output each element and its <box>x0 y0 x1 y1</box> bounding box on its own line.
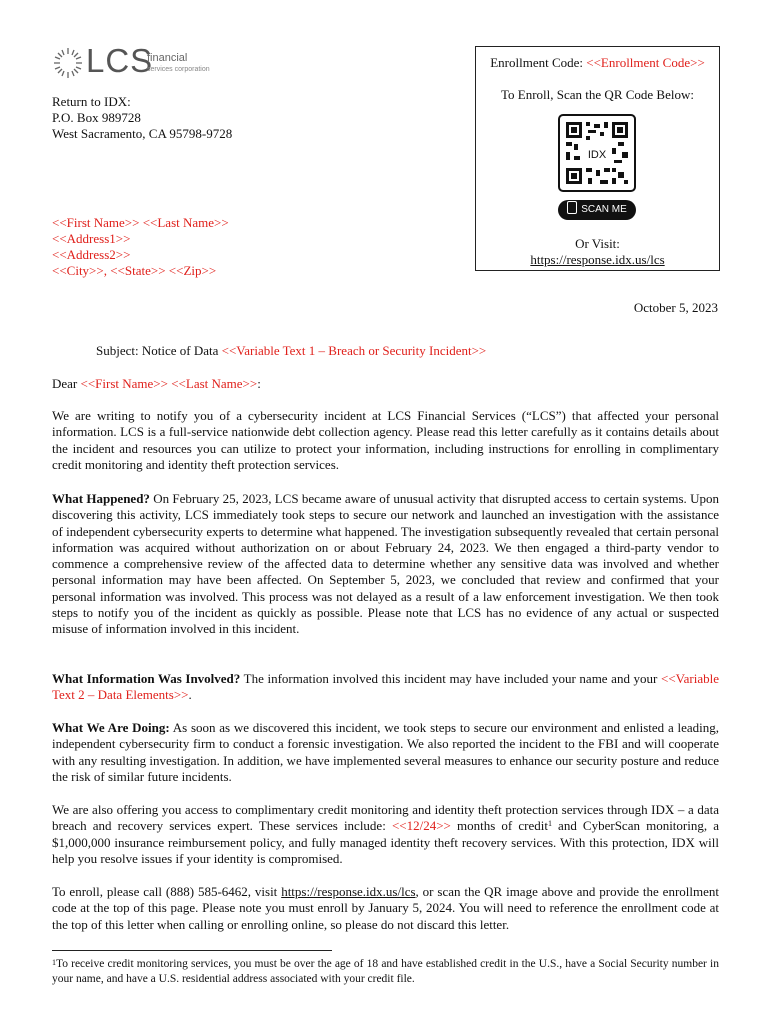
recipient-address-1: <<Address1>> <box>52 231 131 246</box>
greeting-name: <<First Name>> <<Last Name>> <box>80 376 258 391</box>
subject-prefix: Subject: Notice of Data <box>96 343 219 358</box>
footnote-ref: 1 <box>547 819 552 829</box>
or-visit-label: Or Visit: <box>575 236 620 251</box>
offer-months-variable: <<12/24>> <box>391 818 451 834</box>
enrollment-code-value: <<Enrollment Code>> <box>586 55 705 70</box>
what-happened-paragraph <box>52 491 719 638</box>
scan-me-label: SCAN ME <box>581 204 627 215</box>
scan-me-button[interactable] <box>558 200 636 220</box>
lcs-logo <box>52 42 222 82</box>
information-involved-end: . <box>188 687 192 703</box>
subject-variable: <<Variable Text 1 – Breach or Security Incident>> <box>221 343 487 358</box>
greeting <box>52 376 261 392</box>
offer-text-b: months of credit <box>450 818 548 834</box>
intro-paragraph: We are writing to notify you of a cybersecurity incident at LCS Financial Services (“LCS”) that affected your personal information. LCS is a full-service nationwide debt collection agency. Please read this letter carefully as it contains details about the incident and resources you can utilize to protect your information, including instructions for enrolling in complimentary credit monitoring and identity theft protection services. <box>52 408 719 472</box>
return-line-3: West Sacramento, CA 95798-9728 <box>52 126 233 141</box>
qr-code-icon <box>560 116 634 190</box>
information-involved-text: The information involved this incident may have included your name and your <box>240 671 662 686</box>
greeting-prefix: Dear <box>52 376 78 391</box>
logo-tagline: financial <box>147 52 188 64</box>
recipient-address-2: <<Address2>> <box>52 247 131 262</box>
logo-subtagline: services corporation <box>147 66 210 73</box>
subject-line <box>96 343 486 359</box>
return-address <box>52 94 232 142</box>
enroll-paragraph <box>52 884 719 933</box>
enroll-url-link[interactable]: https://response.idx.us/lcs <box>530 252 665 267</box>
offer-text-c: and CyberScan monitoring, a $1,000,000 insurance reimbursement policy, and fully managed identity theft recovery services. With this protection, IDX will help you resolve issues if your identity is compromised. <box>52 818 719 866</box>
information-involved-paragraph <box>52 671 719 704</box>
recipient-city-state-zip: <<City>>, <<State>> <<Zip>> <box>52 263 217 278</box>
footnote <box>52 957 719 987</box>
enrollment-code-label: Enrollment Code: <box>490 55 584 70</box>
qr-code[interactable] <box>558 114 636 192</box>
offer-paragraph <box>52 802 719 867</box>
offer-text-a: We are also offering you access to complimentary credit monitoring and identity theft protection services through IDX – a data breach and recovery services expert. These services include: <box>52 802 719 834</box>
logo-wordmark: LCS <box>86 42 154 79</box>
enroll-text-b: , or scan the QR image above and provide the enrollment code at the top of this page. Please note you must enroll by January 5, 2024. You will need to reference the enrollment code at the top of this letter when calling or enrolling online, so please do not discard this letter. <box>52 884 719 932</box>
what-we-are-doing-heading: What We Are Doing: <box>52 720 170 735</box>
lcs-logo-mark-icon <box>52 46 84 80</box>
footnote-mark: 1 <box>52 958 56 967</box>
greeting-suffix: : <box>257 376 261 391</box>
what-we-are-doing-text: As soon as we discovered this incident, we took steps to secure our environment and enlisted a leading, independent cybersecurity firm to conduct a forensic investigation. We also reported the incident to the FBI and will cooperate with any resulting investigation. In addition, we have implemented several measures to enhance our security posture and reduce the risk of similar future incidents. <box>52 720 719 784</box>
return-line-1: Return to IDX: <box>52 94 131 109</box>
return-line-2: P.O. Box 989728 <box>52 110 141 125</box>
recipient-address <box>52 215 229 279</box>
recipient-name: <<First Name>> <<Last Name>> <box>52 215 229 230</box>
enroll-text-a: To enroll, please call (888) 585-6462, visit <box>52 884 282 899</box>
what-happened-heading: What Happened? <box>52 491 150 506</box>
information-involved-heading: What Information Was Involved? <box>52 671 241 686</box>
phone-icon <box>567 201 577 214</box>
scan-instruction: To Enroll, Scan the QR Code Below: <box>501 87 694 102</box>
footnote-divider <box>52 950 332 951</box>
enrollment-box <box>475 46 720 271</box>
enroll-url <box>476 252 719 268</box>
footnote-text: To receive credit monitoring services, you must be over the age of 18 and have established credit in the U.S., have a Social Security number in your name, and have a U.S. residential address associated with your credit file. <box>52 958 719 985</box>
qr-center-label: IDX <box>587 149 607 161</box>
enrollment-code-line <box>476 55 719 71</box>
letter-date: October 5, 2023 <box>633 300 718 315</box>
information-involved-variable: <<Variable Text 2 – Data Elements>> <box>52 671 719 703</box>
what-happened-text: On February 25, 2023, LCS became aware of unusual activity that disrupted access to certain systems. Upon discovering this activity, LCS immediately took steps to secure our network and launched an investigation with the assistance of independent cybersecurity experts to determine what happened. The investigation subsequently revealed that certain personal information was acquired without authorization on or about February 24, 2023. We then engaged a third-party vendor to commence a comprehensive review of the affected data to determine whether any sensitive data was involved and whether personal information may have been affected. On September 5, 2023, we concluded that review and confirmed that your personal information was involved. This process was not delayed as a result of a law enforcement investigation. We then took steps to notify you of the incident as quickly as possible. Please note that LCS has no evidence of any actual or suspected misuse of information involved in this incident. <box>52 491 719 637</box>
what-we-are-doing-paragraph <box>52 720 719 785</box>
enroll-paragraph-link[interactable]: https://response.idx.us/lcs <box>281 884 416 899</box>
